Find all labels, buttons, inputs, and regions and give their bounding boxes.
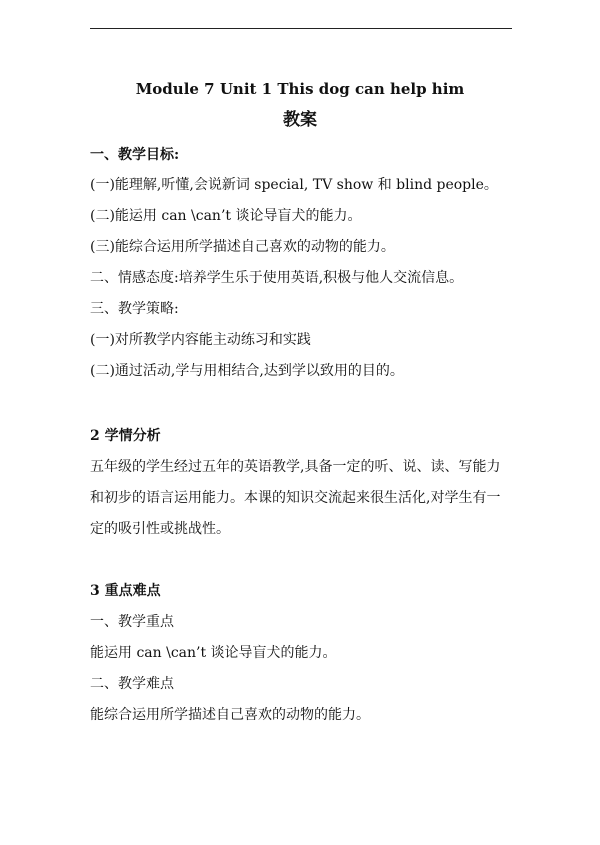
section1-line: (二)通过活动,学与用相结合,达到学以致用的目的。 bbox=[90, 363, 404, 379]
section1-heading: 一、教学目标: bbox=[90, 147, 180, 163]
section1-line: (二)能运用 can \can’t 谈论导盲犬的能力。 bbox=[90, 208, 362, 224]
section2-line: 定的吸引性或挑战性。 bbox=[90, 521, 230, 537]
section3-line: 二、教学难点 bbox=[90, 676, 174, 692]
section2-line: 五年级的学生经过五年的英语教学,具备一定的听、说、读、写能力 bbox=[90, 459, 501, 475]
section1-line: (一)能理解,听懂,会说新词 special, TV show 和 blind people。 bbox=[90, 177, 498, 193]
section2-heading: 2 学情分析 bbox=[90, 428, 161, 444]
document-title: Module 7 Unit 1 This dog can help him bbox=[135, 80, 465, 98]
section1-line: (一)对所教学内容能主动练习和实践 bbox=[90, 332, 311, 348]
section2-line: 和初步的语言运用能力。本课的知识交流起来很生活化,对学生有一 bbox=[90, 490, 501, 506]
section3-line: 一、教学重点 bbox=[90, 614, 174, 630]
section3-line: 能运用 can \can’t 谈论导盲犬的能力。 bbox=[90, 645, 337, 661]
section1-line: (三)能综合运用所学描述自己喜欢的动物的能力。 bbox=[90, 239, 395, 255]
section3-heading: 3 重点难点 bbox=[90, 583, 161, 599]
document-subtitle: 教案 bbox=[283, 110, 317, 130]
section1-line: 二、情感态度:培养学生乐于使用英语,积极与他人交流信息。 bbox=[90, 270, 464, 286]
section1-line: 三、教学策略: bbox=[90, 301, 179, 317]
header-rule bbox=[90, 28, 512, 29]
section3-line: 能综合运用所学描述自己喜欢的动物的能力。 bbox=[90, 707, 370, 723]
